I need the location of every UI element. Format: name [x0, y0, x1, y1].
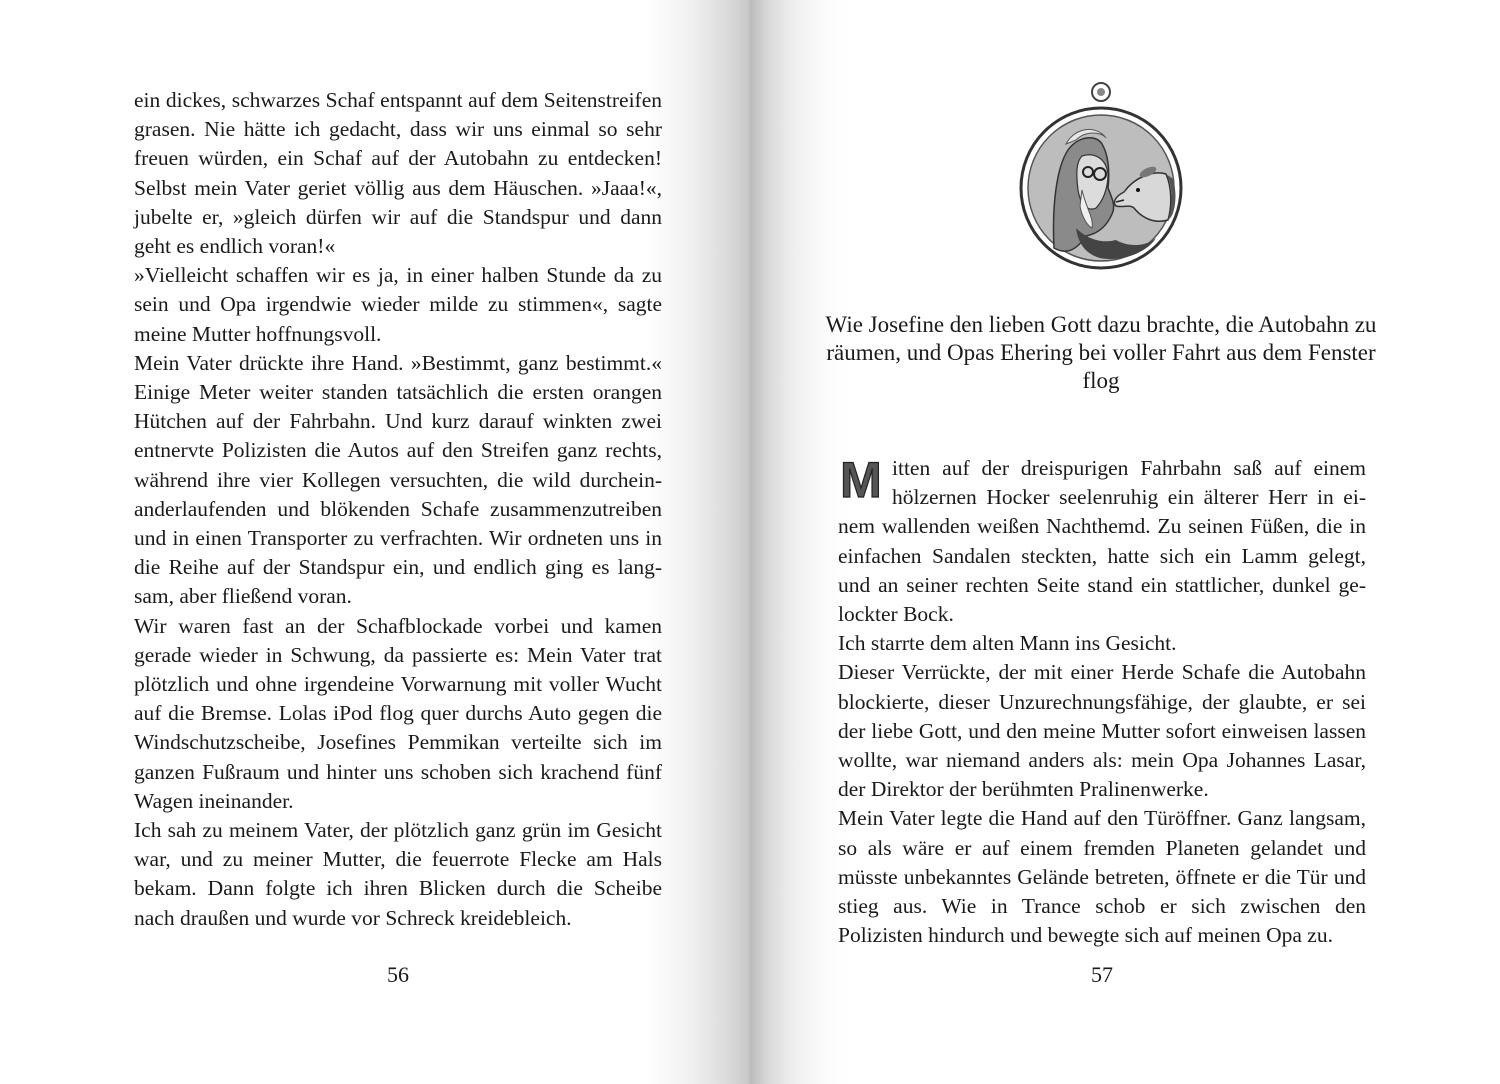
right-page-text	[838, 454, 1366, 950]
paragraph: »Vielleicht schaffen wir es ja, in einer halben Stunde da zu sein und Opa irgendwie wieder milde zu stimmen«, sagte meine Mutter hoffnungsvoll.	[134, 263, 662, 346]
paragraph: Mein Vater legte die Hand auf den Türöffner. Ganz langsam, so als wäre er auf einem fremden Planeten gelandet und müsste unbekanntes Gelände betreten, öffnete er die Tür und stieg aus. Wie in Trance schob er sich zwischen den Polizisten hindurch und bewegte sich auf meinen Opa zu.	[838, 806, 1366, 948]
page-number-right: 57	[1091, 962, 1113, 987]
paragraph-text: itten auf der dreispurigen Fahrbahn saß auf einem hölzernen Hocker seelenruhig ein älterer Herr in einem wallenden weißen Nachthemd. Zu seinen Füßen, die in einfachen Sandalen steckten, hatte sich ein Lamm gelegt, und an seiner rechten Seite stand ein stattlicher, dunkel gelockter Bock.	[838, 456, 1366, 627]
paragraph: Wir waren fast an der Schafblockade vorbei und kamen gerade wieder in Schwung, da passierte es: Mein Vater trat plötzlich und ohne irgendeine Vorwarnung mit voller Wucht auf die Bremse. Lolas iPod flog quer durchs Auto gegen die Windschutzscheibe, Josefines Pemmikan verteilte sich im ganzen Fußraum und hinter uns schoben sich krachend fünf Wagen ineinander.	[134, 613, 662, 813]
paragraph: ein dickes, schwarzes Schaf entspannt auf dem Seitenstreifen grasen. Nie hätte ich gedacht, dass wir uns einmal so sehr freuen würden, ein Schaf auf der Autobahn zu entdecken! Selbst mein Vater geriet völlig aus dem Häuschen. »Jaaa!«, jubelte er, »gleich dürfen wir auf die Standspur und dann geht es endlich voran!«	[134, 88, 662, 259]
paragraph: Dieser Verrückte, der mit einer Herde Schafe die Autobahn blockierte, dieser Unzurechnungsfähige, der glaubte, er sei der liebe Gott, und den meine Mutter sofort einweisen lassen wollte, war niemand anders als: mein Opa Johannes Lasar, der Direktor der berühmten Pralinenwerke.	[838, 660, 1366, 802]
paragraph-with-drop-cap	[838, 454, 1366, 629]
paragraph: Mein Vater drückte ihre Hand. »Bestimmt, ganz bestimmt.« Einige Meter weiter standen tatsächlich die ersten orangen Hütchen auf der Fahrbahn. Und kurz darauf winkten zwei entnervte Polizisten die Autos auf den Streifen ganz rechts, während ihre vier Kollegen versuchten, die wild durcheinanderlaufenden und blökenden Schafe zusammenzutreiben und in einen Transporter zu verfrachten. Wir ordneten uns in die Reihe auf der Standspur ein, und endlich ging es langsam, aber fließend voran.	[134, 350, 662, 609]
drop-cap	[838, 458, 884, 500]
page-number-left: 56	[387, 962, 409, 987]
paragraph: Ich sah zu meinem Vater, der plötzlich ganz grün im Gesicht war, und zu meiner Mutter, die feuerrote Flecke am Hals bekam. Dann folgte ich ihren Blicken durch die Scheibe nach draußen und wurde vor Schreck kreidebleich.	[134, 818, 662, 930]
medallion-illustration	[1016, 78, 1186, 278]
left-page-text	[134, 86, 662, 933]
chapter-title: Wie Josefine den lieben Gott dazu brachte, die Autobahn zu räumen, und Opas Ehering bei voller Fahrt aus dem Fenster flog	[825, 312, 1377, 393]
paragraph: Ich starrte dem alten Mann ins Gesicht.	[838, 631, 1177, 656]
drop-cap-letter: M	[840, 458, 882, 500]
